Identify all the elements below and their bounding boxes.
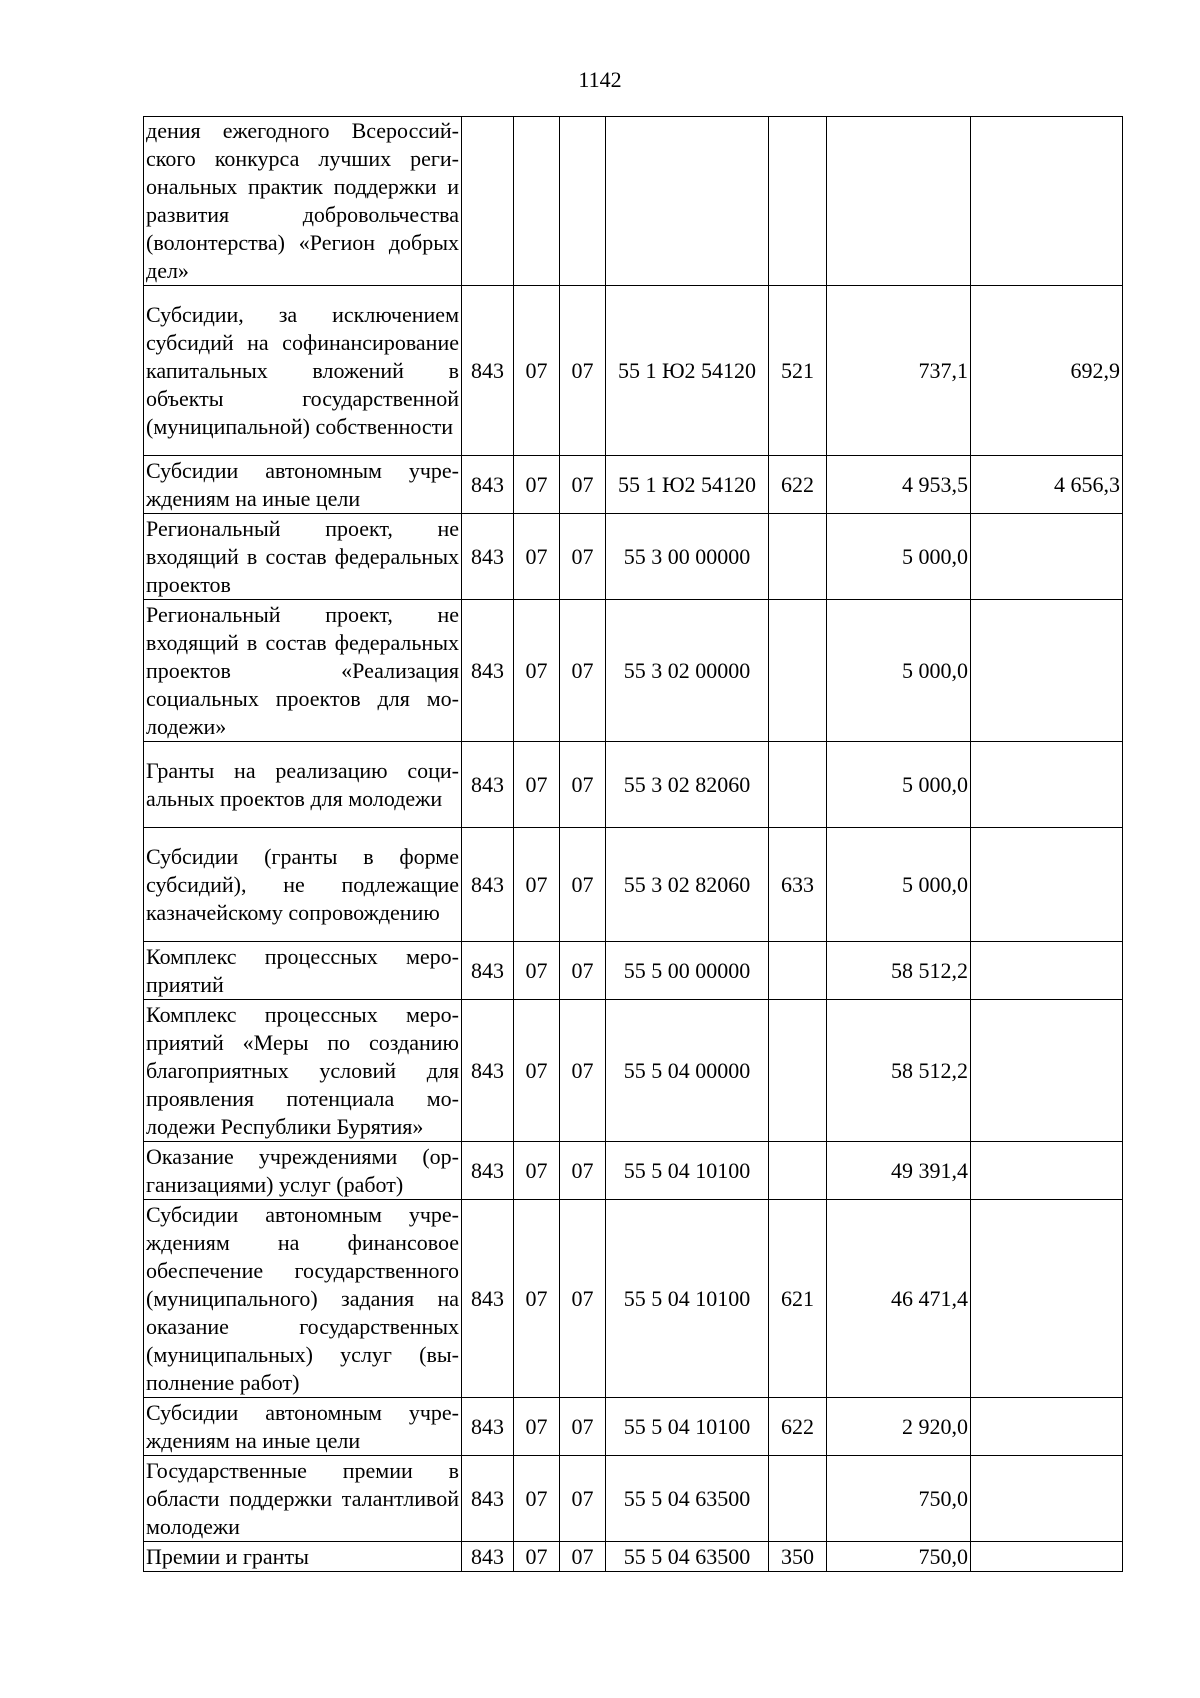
amount-year-1: 750,0	[827, 1456, 971, 1542]
row-description: дения ежегодного Всероссийского конкурса лучших региональных практик поддержки и развития добровольчества (волонтерства) «Регион добрых дел»	[144, 117, 462, 286]
subsection-code: 07	[560, 456, 606, 514]
amount-year-2	[971, 1542, 1123, 1572]
amount-year-2	[971, 1000, 1123, 1142]
ministry-code: 843	[462, 1000, 514, 1142]
row-description: Гранты на реализацию социальных проектов для молодежи	[144, 742, 462, 828]
expense-type-code: 521	[769, 286, 827, 456]
section-code: 07	[514, 286, 560, 456]
amount-year-1: 5 000,0	[827, 600, 971, 742]
ministry-code: 843	[462, 942, 514, 1000]
expense-type-code	[769, 1456, 827, 1542]
section-code: 07	[514, 1456, 560, 1542]
section-code: 07	[514, 1142, 560, 1200]
table-row	[144, 942, 1123, 1000]
subsection-code: 07	[560, 286, 606, 456]
target-article-code: 55 5 04 10100	[606, 1142, 769, 1200]
ministry-code: 843	[462, 742, 514, 828]
amount-year-1: 737,1	[827, 286, 971, 456]
section-code: 07	[514, 1398, 560, 1456]
expense-type-code	[769, 117, 827, 286]
table-row	[144, 117, 1123, 286]
section-code: 07	[514, 456, 560, 514]
table-row	[144, 1000, 1123, 1142]
row-description: Субсидии автономным учреждениям на финансовое обеспечение государственного (муниципального) задания на оказание государственных (муниципальных) услуг (выполнение работ)	[144, 1200, 462, 1398]
table-row	[144, 1200, 1123, 1398]
target-article-code: 55 1 Ю2 54120	[606, 456, 769, 514]
subsection-code: 07	[560, 1542, 606, 1572]
ministry-code: 843	[462, 1542, 514, 1572]
amount-year-2	[971, 117, 1123, 286]
expense-type-code	[769, 1142, 827, 1200]
subsection-code	[560, 117, 606, 286]
amount-year-2	[971, 1142, 1123, 1200]
amount-year-1: 46 471,4	[827, 1200, 971, 1398]
target-article-code: 55 3 02 82060	[606, 828, 769, 942]
expense-type-code: 350	[769, 1542, 827, 1572]
amount-year-2: 692,9	[971, 286, 1123, 456]
section-code: 07	[514, 942, 560, 1000]
ministry-code: 843	[462, 1142, 514, 1200]
expense-type-code	[769, 942, 827, 1000]
expense-type-code	[769, 600, 827, 742]
ministry-code: 843	[462, 1456, 514, 1542]
expense-type-code: 621	[769, 1200, 827, 1398]
amount-year-2	[971, 514, 1123, 600]
table-row	[144, 1456, 1123, 1542]
amount-year-1: 5 000,0	[827, 514, 971, 600]
budget-table	[143, 116, 1123, 1572]
section-code	[514, 117, 560, 286]
table-row	[144, 600, 1123, 742]
table-row	[144, 1542, 1123, 1572]
amount-year-1: 4 953,5	[827, 456, 971, 514]
row-description: Субсидии автономным учреждениям на иные цели	[144, 1398, 462, 1456]
amount-year-2: 4 656,3	[971, 456, 1123, 514]
subsection-code: 07	[560, 1456, 606, 1542]
row-description: Премии и гранты	[144, 1542, 462, 1572]
amount-year-1: 5 000,0	[827, 828, 971, 942]
amount-year-2	[971, 1456, 1123, 1542]
target-article-code: 55 5 04 63500	[606, 1456, 769, 1542]
subsection-code: 07	[560, 514, 606, 600]
section-code: 07	[514, 1200, 560, 1398]
row-description: Субсидии, за исключением субсидий на софинансирование капитальных вложений в объекты государственной (муниципальной) собственности	[144, 286, 462, 456]
amount-year-2	[971, 828, 1123, 942]
section-code: 07	[514, 828, 560, 942]
amount-year-2	[971, 1200, 1123, 1398]
amount-year-1: 750,0	[827, 1542, 971, 1572]
table-row	[144, 1398, 1123, 1456]
target-article-code: 55 5 00 00000	[606, 942, 769, 1000]
amount-year-2	[971, 600, 1123, 742]
section-code: 07	[514, 600, 560, 742]
table-row	[144, 514, 1123, 600]
table-row	[144, 1142, 1123, 1200]
target-article-code: 55 3 02 82060	[606, 742, 769, 828]
subsection-code: 07	[560, 1000, 606, 1142]
amount-year-1: 49 391,4	[827, 1142, 971, 1200]
section-code: 07	[514, 514, 560, 600]
target-article-code: 55 5 04 10100	[606, 1398, 769, 1456]
target-article-code: 55 3 00 00000	[606, 514, 769, 600]
ministry-code: 843	[462, 828, 514, 942]
ministry-code: 843	[462, 456, 514, 514]
amount-year-2	[971, 942, 1123, 1000]
expense-type-code: 633	[769, 828, 827, 942]
table-row	[144, 742, 1123, 828]
target-article-code: 55 5 04 63500	[606, 1542, 769, 1572]
row-description: Государственные премии в области поддержки талантливой молодежи	[144, 1456, 462, 1542]
section-code: 07	[514, 742, 560, 828]
amount-year-1: 5 000,0	[827, 742, 971, 828]
subsection-code: 07	[560, 1142, 606, 1200]
subsection-code: 07	[560, 1200, 606, 1398]
row-description: Региональный проект, не входящий в состав федеральных проектов «Реализация социальных проектов для молодежи»	[144, 600, 462, 742]
row-description: Региональный проект, не входящий в состав федеральных проектов	[144, 514, 462, 600]
expense-type-code: 622	[769, 1398, 827, 1456]
table-row	[144, 828, 1123, 942]
target-article-code: 55 5 04 00000	[606, 1000, 769, 1142]
row-description: Комплекс процессных мероприятий «Меры по созданию благоприятных условий для проявления потенциала молодежи Республики Бурятия»	[144, 1000, 462, 1142]
table-row	[144, 456, 1123, 514]
section-code: 07	[514, 1542, 560, 1572]
ministry-code: 843	[462, 514, 514, 600]
amount-year-1	[827, 117, 971, 286]
amount-year-1: 58 512,2	[827, 1000, 971, 1142]
subsection-code: 07	[560, 1398, 606, 1456]
expense-type-code: 622	[769, 456, 827, 514]
target-article-code: 55 5 04 10100	[606, 1200, 769, 1398]
page-number: 1142	[578, 67, 622, 92]
amount-year-2	[971, 1398, 1123, 1456]
row-description: Субсидии (гранты в форме субсидий), не подлежащие казначейскому сопровождению	[144, 828, 462, 942]
target-article-code: 55 3 02 00000	[606, 600, 769, 742]
row-description: Комплекс процессных мероприятий	[144, 942, 462, 1000]
expense-type-code	[769, 1000, 827, 1142]
target-article-code: 55 1 Ю2 54120	[606, 286, 769, 456]
amount-year-1: 58 512,2	[827, 942, 971, 1000]
ministry-code: 843	[462, 600, 514, 742]
ministry-code: 843	[462, 286, 514, 456]
ministry-code: 843	[462, 1398, 514, 1456]
ministry-code: 843	[462, 1200, 514, 1398]
expense-type-code	[769, 742, 827, 828]
section-code: 07	[514, 1000, 560, 1142]
subsection-code: 07	[560, 942, 606, 1000]
ministry-code	[462, 117, 514, 286]
table-row	[144, 286, 1123, 456]
subsection-code: 07	[560, 600, 606, 742]
row-description: Оказание учреждениями (организациями) услуг (работ)	[144, 1142, 462, 1200]
amount-year-1: 2 920,0	[827, 1398, 971, 1456]
subsection-code: 07	[560, 828, 606, 942]
subsection-code: 07	[560, 742, 606, 828]
amount-year-2	[971, 742, 1123, 828]
target-article-code	[606, 117, 769, 286]
row-description: Субсидии автономным учреждениям на иные цели	[144, 456, 462, 514]
expense-type-code	[769, 514, 827, 600]
